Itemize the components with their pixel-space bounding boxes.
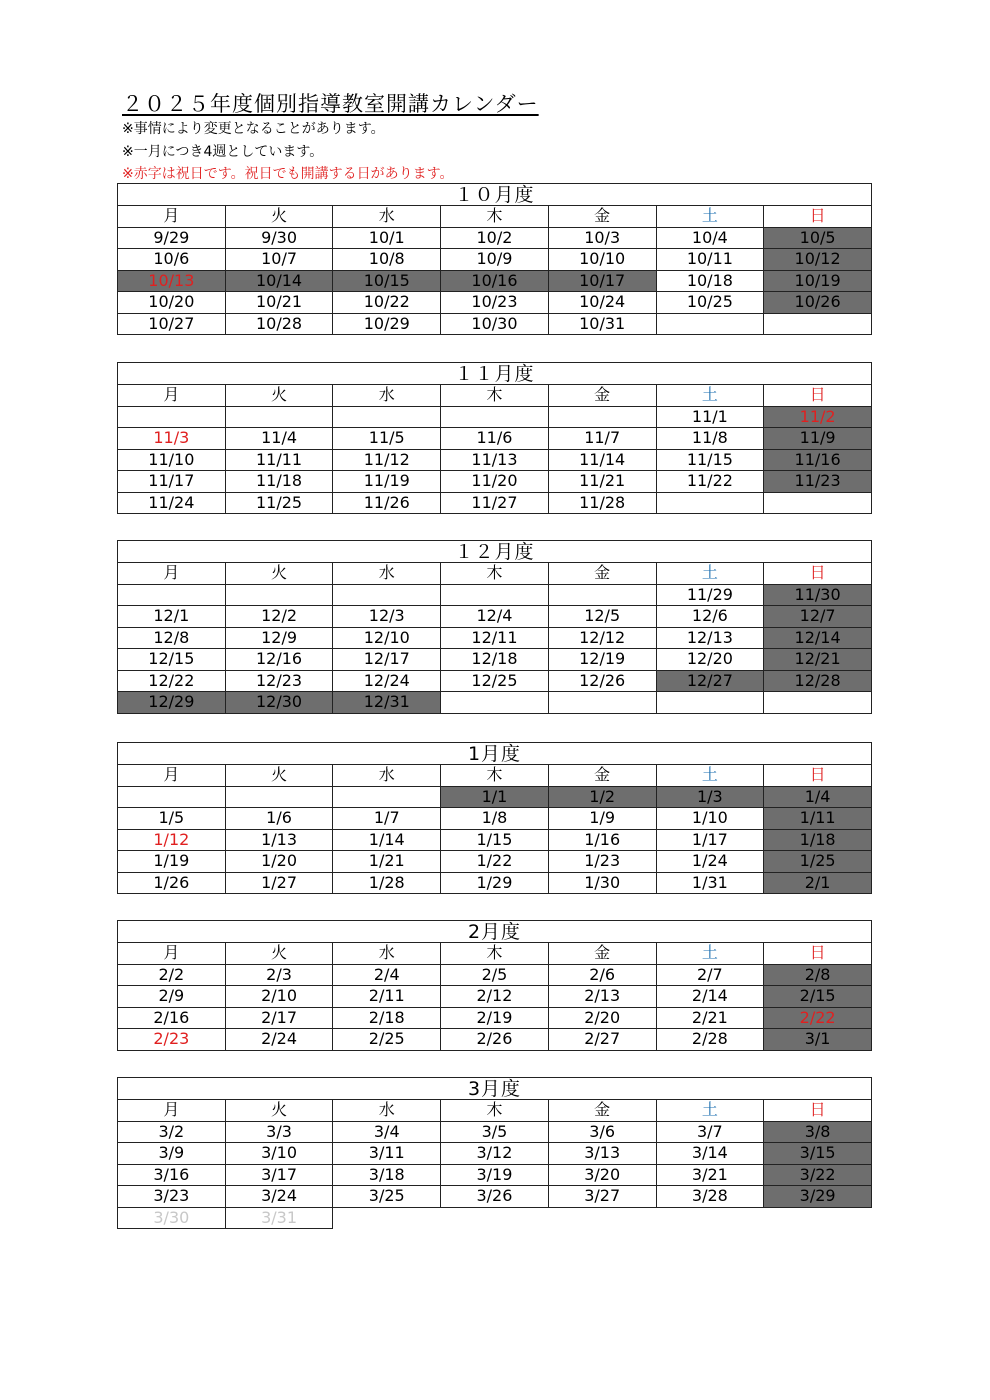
week-row — [118, 471, 872, 493]
date-cell: 2/16 — [118, 1007, 226, 1029]
date-cell: 1/11 — [764, 808, 872, 830]
date-cell: 1/13 — [225, 829, 333, 851]
date-cell: 10/5 — [764, 227, 872, 249]
empty-cell — [764, 313, 872, 335]
empty-cell — [225, 584, 333, 606]
date-cell: 2/17 — [225, 1007, 333, 1029]
date-cell: 1/14 — [333, 829, 441, 851]
date-cell: 12/28 — [764, 670, 872, 692]
date-cell: 12/17 — [333, 649, 441, 671]
date-cell: 11/24 — [118, 492, 226, 514]
weekday-header: 月 — [118, 1100, 226, 1122]
date-cell: 3/7 — [656, 1121, 764, 1143]
weekday-header: 木 — [441, 943, 549, 965]
date-cell: 11/16 — [764, 449, 872, 471]
weekday-header: 土 — [656, 385, 764, 407]
date-cell: 11/18 — [225, 471, 333, 493]
date-cell: 10/4 — [656, 227, 764, 249]
date-cell: 2/26 — [441, 1029, 549, 1051]
date-cell: 12/31 — [333, 692, 441, 714]
no-cell — [764, 1207, 872, 1229]
date-cell: 3/16 — [118, 1164, 226, 1186]
date-cell: 11/20 — [441, 471, 549, 493]
date-cell: 2/4 — [333, 964, 441, 986]
date-cell: 12/7 — [764, 606, 872, 628]
date-cell: 1/30 — [548, 872, 656, 894]
date-cell: 12/14 — [764, 627, 872, 649]
month-table — [117, 920, 872, 1051]
date-cell: 1/7 — [333, 808, 441, 830]
date-cell: 11/13 — [441, 449, 549, 471]
date-cell: 2/2 — [118, 964, 226, 986]
date-cell: 10/24 — [548, 292, 656, 314]
date-cell: 2/8 — [764, 964, 872, 986]
empty-cell — [441, 584, 549, 606]
weekday-header: 火 — [225, 206, 333, 228]
date-cell: 11/3 — [118, 428, 226, 450]
empty-cell — [441, 406, 549, 428]
date-cell: 10/26 — [764, 292, 872, 314]
date-cell: 1/3 — [656, 786, 764, 808]
date-cell: 12/30 — [225, 692, 333, 714]
date-cell: 1/16 — [548, 829, 656, 851]
empty-cell — [441, 692, 549, 714]
empty-cell — [333, 584, 441, 606]
date-cell: 11/21 — [548, 471, 656, 493]
date-cell: 9/29 — [118, 227, 226, 249]
weekday-header: 火 — [225, 943, 333, 965]
no-cell — [333, 1207, 441, 1229]
weekday-header: 日 — [764, 1100, 872, 1122]
date-cell: 1/12 — [118, 829, 226, 851]
date-cell: 10/31 — [548, 313, 656, 335]
weekday-header: 火 — [225, 1100, 333, 1122]
date-cell: 3/31 — [225, 1207, 333, 1229]
date-cell: 1/10 — [656, 808, 764, 830]
date-cell: 3/19 — [441, 1164, 549, 1186]
empty-cell — [764, 692, 872, 714]
date-cell: 2/18 — [333, 1007, 441, 1029]
date-cell: 2/28 — [656, 1029, 764, 1051]
date-cell: 10/21 — [225, 292, 333, 314]
date-cell: 3/20 — [548, 1164, 656, 1186]
date-cell: 12/4 — [441, 606, 549, 628]
date-cell: 11/28 — [548, 492, 656, 514]
date-cell: 12/3 — [333, 606, 441, 628]
empty-cell — [656, 692, 764, 714]
date-cell: 2/14 — [656, 986, 764, 1008]
week-row — [118, 1164, 872, 1186]
week-row — [118, 1029, 872, 1051]
date-cell: 3/29 — [764, 1186, 872, 1208]
date-cell: 3/30 — [118, 1207, 226, 1229]
weekday-header: 木 — [441, 765, 549, 787]
weekday-header: 水 — [333, 385, 441, 407]
date-cell: 11/29 — [656, 584, 764, 606]
weekday-header: 土 — [656, 943, 764, 965]
date-cell: 10/22 — [333, 292, 441, 314]
date-cell: 10/17 — [548, 270, 656, 292]
date-cell: 3/14 — [656, 1143, 764, 1165]
weekday-header: 月 — [118, 206, 226, 228]
date-cell: 11/1 — [656, 406, 764, 428]
date-cell: 1/9 — [548, 808, 656, 830]
month-table — [117, 1077, 872, 1229]
date-cell: 10/1 — [333, 227, 441, 249]
weekday-header: 木 — [441, 206, 549, 228]
date-cell: 1/27 — [225, 872, 333, 894]
date-cell: 3/13 — [548, 1143, 656, 1165]
date-cell: 11/17 — [118, 471, 226, 493]
date-cell: 12/18 — [441, 649, 549, 671]
date-cell: 2/27 — [548, 1029, 656, 1051]
date-cell: 10/18 — [656, 270, 764, 292]
date-cell: 3/10 — [225, 1143, 333, 1165]
week-row — [118, 227, 872, 249]
week-row — [118, 1007, 872, 1029]
date-cell: 10/20 — [118, 292, 226, 314]
date-cell: 12/11 — [441, 627, 549, 649]
date-cell: 1/2 — [548, 786, 656, 808]
date-cell: 10/15 — [333, 270, 441, 292]
date-cell: 2/11 — [333, 986, 441, 1008]
date-cell: 12/9 — [225, 627, 333, 649]
date-cell: 12/5 — [548, 606, 656, 628]
note-four-weeks: ※一月につき4週としています。 — [122, 144, 324, 160]
weekday-header: 水 — [333, 1100, 441, 1122]
date-cell: 12/12 — [548, 627, 656, 649]
date-cell: 2/10 — [225, 986, 333, 1008]
weekday-header: 土 — [656, 1100, 764, 1122]
date-cell: 2/19 — [441, 1007, 549, 1029]
month-table — [117, 540, 872, 714]
week-row — [118, 692, 872, 714]
empty-cell — [548, 692, 656, 714]
date-cell: 1/22 — [441, 851, 549, 873]
week-row — [118, 292, 872, 314]
date-cell: 1/28 — [333, 872, 441, 894]
date-cell: 3/24 — [225, 1186, 333, 1208]
month-table — [117, 183, 872, 335]
note-holidays-red: ※赤字は祝日です。祝日でも開講する日があります。 — [122, 166, 454, 182]
date-cell: 2/12 — [441, 986, 549, 1008]
week-row — [118, 808, 872, 830]
empty-cell — [118, 786, 226, 808]
empty-cell — [333, 786, 441, 808]
week-row — [118, 406, 872, 428]
no-cell — [656, 1207, 764, 1229]
date-cell: 2/7 — [656, 964, 764, 986]
date-cell: 12/27 — [656, 670, 764, 692]
empty-cell — [764, 492, 872, 514]
month-title: 3月度 — [118, 1078, 872, 1100]
week-row — [118, 249, 872, 271]
weekday-header: 木 — [441, 563, 549, 585]
date-cell: 11/2 — [764, 406, 872, 428]
date-cell: 3/27 — [548, 1186, 656, 1208]
date-cell: 12/10 — [333, 627, 441, 649]
date-cell: 10/29 — [333, 313, 441, 335]
week-row — [118, 829, 872, 851]
weekday-header: 金 — [548, 206, 656, 228]
date-cell: 10/25 — [656, 292, 764, 314]
date-cell: 12/8 — [118, 627, 226, 649]
empty-cell — [225, 786, 333, 808]
date-cell: 11/10 — [118, 449, 226, 471]
date-cell: 10/2 — [441, 227, 549, 249]
date-cell: 2/1 — [764, 872, 872, 894]
date-cell: 2/9 — [118, 986, 226, 1008]
date-cell: 3/2 — [118, 1121, 226, 1143]
weekday-header: 日 — [764, 385, 872, 407]
week-row — [118, 627, 872, 649]
date-cell: 1/25 — [764, 851, 872, 873]
weekday-header: 金 — [548, 385, 656, 407]
week-row — [118, 872, 872, 894]
date-cell: 3/3 — [225, 1121, 333, 1143]
month-title: １０月度 — [118, 184, 872, 206]
date-cell: 10/16 — [441, 270, 549, 292]
date-cell: 10/7 — [225, 249, 333, 271]
date-cell: 1/20 — [225, 851, 333, 873]
weekday-header: 火 — [225, 563, 333, 585]
date-cell: 10/12 — [764, 249, 872, 271]
no-cell — [548, 1207, 656, 1229]
date-cell: 1/6 — [225, 808, 333, 830]
date-cell: 1/23 — [548, 851, 656, 873]
date-cell: 11/27 — [441, 492, 549, 514]
week-row — [118, 428, 872, 450]
date-cell: 1/5 — [118, 808, 226, 830]
date-cell: 10/9 — [441, 249, 549, 271]
date-cell: 2/23 — [118, 1029, 226, 1051]
weekday-header: 水 — [333, 563, 441, 585]
date-cell: 3/5 — [441, 1121, 549, 1143]
date-cell: 1/4 — [764, 786, 872, 808]
no-cell — [441, 1207, 549, 1229]
date-cell: 12/19 — [548, 649, 656, 671]
date-cell: 1/24 — [656, 851, 764, 873]
date-cell: 12/29 — [118, 692, 226, 714]
weekday-header: 月 — [118, 385, 226, 407]
date-cell: 2/15 — [764, 986, 872, 1008]
week-row — [118, 964, 872, 986]
date-cell: 10/30 — [441, 313, 549, 335]
weekday-header: 金 — [548, 765, 656, 787]
date-cell: 11/26 — [333, 492, 441, 514]
week-row — [118, 649, 872, 671]
date-cell: 1/26 — [118, 872, 226, 894]
date-cell: 11/19 — [333, 471, 441, 493]
weekday-header: 木 — [441, 1100, 549, 1122]
empty-cell — [548, 584, 656, 606]
date-cell: 11/7 — [548, 428, 656, 450]
weekday-header: 火 — [225, 765, 333, 787]
date-cell: 1/19 — [118, 851, 226, 873]
weekday-header: 金 — [548, 943, 656, 965]
weekday-header: 日 — [764, 206, 872, 228]
date-cell: 12/16 — [225, 649, 333, 671]
weekday-header: 土 — [656, 206, 764, 228]
date-cell: 11/30 — [764, 584, 872, 606]
week-row — [118, 1143, 872, 1165]
weekday-header: 金 — [548, 1100, 656, 1122]
weekday-header: 月 — [118, 765, 226, 787]
date-cell: 1/29 — [441, 872, 549, 894]
date-cell: 12/25 — [441, 670, 549, 692]
date-cell: 12/20 — [656, 649, 764, 671]
week-row — [118, 449, 872, 471]
week-row — [118, 492, 872, 514]
empty-cell — [656, 492, 764, 514]
date-cell: 1/17 — [656, 829, 764, 851]
date-cell: 3/23 — [118, 1186, 226, 1208]
date-cell: 1/8 — [441, 808, 549, 830]
date-cell: 10/8 — [333, 249, 441, 271]
date-cell: 3/9 — [118, 1143, 226, 1165]
week-row — [118, 313, 872, 335]
date-cell: 12/24 — [333, 670, 441, 692]
empty-cell — [118, 584, 226, 606]
date-cell: 12/22 — [118, 670, 226, 692]
date-cell: 3/6 — [548, 1121, 656, 1143]
week-row — [118, 786, 872, 808]
weekday-header: 月 — [118, 563, 226, 585]
date-cell: 10/23 — [441, 292, 549, 314]
week-row — [118, 851, 872, 873]
date-cell: 3/18 — [333, 1164, 441, 1186]
week-row — [118, 270, 872, 292]
date-cell: 12/6 — [656, 606, 764, 628]
date-cell: 11/6 — [441, 428, 549, 450]
date-cell: 12/15 — [118, 649, 226, 671]
month-title: 1月度 — [118, 743, 872, 765]
date-cell: 10/6 — [118, 249, 226, 271]
date-cell: 3/28 — [656, 1186, 764, 1208]
date-cell: 1/1 — [441, 786, 549, 808]
date-cell: 3/11 — [333, 1143, 441, 1165]
week-row — [118, 606, 872, 628]
date-cell: 10/13 — [118, 270, 226, 292]
date-cell: 11/23 — [764, 471, 872, 493]
date-cell: 11/12 — [333, 449, 441, 471]
date-cell: 3/25 — [333, 1186, 441, 1208]
date-cell: 12/1 — [118, 606, 226, 628]
date-cell: 10/19 — [764, 270, 872, 292]
month-table — [117, 742, 872, 894]
date-cell: 3/4 — [333, 1121, 441, 1143]
date-cell: 12/23 — [225, 670, 333, 692]
date-cell: 3/12 — [441, 1143, 549, 1165]
date-cell: 2/5 — [441, 964, 549, 986]
weekday-header: 水 — [333, 206, 441, 228]
date-cell: 3/22 — [764, 1164, 872, 1186]
date-cell: 11/15 — [656, 449, 764, 471]
week-row — [118, 584, 872, 606]
date-cell: 12/2 — [225, 606, 333, 628]
calendar-title: ２０２５年度個別指導教室開講カレンダー — [122, 92, 539, 116]
date-cell: 3/17 — [225, 1164, 333, 1186]
week-row — [118, 670, 872, 692]
date-cell: 1/15 — [441, 829, 549, 851]
empty-cell — [118, 406, 226, 428]
empty-cell — [225, 406, 333, 428]
date-cell: 10/11 — [656, 249, 764, 271]
empty-cell — [333, 406, 441, 428]
note-change-notice: ※事情により変更となることがあります。 — [122, 121, 385, 137]
date-cell: 3/26 — [441, 1186, 549, 1208]
date-cell: 12/26 — [548, 670, 656, 692]
weekday-header: 土 — [656, 563, 764, 585]
weekday-header: 月 — [118, 943, 226, 965]
weekday-header: 水 — [333, 943, 441, 965]
month-title: 2月度 — [118, 921, 872, 943]
date-cell: 2/22 — [764, 1007, 872, 1029]
date-cell: 10/27 — [118, 313, 226, 335]
date-cell: 3/8 — [764, 1121, 872, 1143]
date-cell: 11/11 — [225, 449, 333, 471]
date-cell: 2/13 — [548, 986, 656, 1008]
date-cell: 11/14 — [548, 449, 656, 471]
week-row — [118, 1186, 872, 1208]
weekday-header: 土 — [656, 765, 764, 787]
date-cell: 2/24 — [225, 1029, 333, 1051]
date-cell: 3/1 — [764, 1029, 872, 1051]
date-cell: 11/25 — [225, 492, 333, 514]
month-table — [117, 362, 872, 514]
weekday-header: 日 — [764, 765, 872, 787]
month-title: １２月度 — [118, 541, 872, 563]
week-row — [118, 986, 872, 1008]
date-cell: 10/14 — [225, 270, 333, 292]
week-row — [118, 1207, 872, 1229]
empty-cell — [656, 313, 764, 335]
weekday-header: 水 — [333, 765, 441, 787]
date-cell: 11/22 — [656, 471, 764, 493]
weekday-header: 金 — [548, 563, 656, 585]
date-cell: 1/31 — [656, 872, 764, 894]
date-cell: 3/21 — [656, 1164, 764, 1186]
date-cell: 1/18 — [764, 829, 872, 851]
week-row — [118, 1121, 872, 1143]
weekday-header: 木 — [441, 385, 549, 407]
date-cell: 2/3 — [225, 964, 333, 986]
date-cell: 3/15 — [764, 1143, 872, 1165]
weekday-header: 火 — [225, 385, 333, 407]
month-title: １１月度 — [118, 363, 872, 385]
date-cell: 12/13 — [656, 627, 764, 649]
date-cell: 12/21 — [764, 649, 872, 671]
weekday-header: 日 — [764, 943, 872, 965]
date-cell: 10/28 — [225, 313, 333, 335]
date-cell: 2/21 — [656, 1007, 764, 1029]
weekday-header: 日 — [764, 563, 872, 585]
date-cell: 2/20 — [548, 1007, 656, 1029]
date-cell: 11/4 — [225, 428, 333, 450]
date-cell: 1/21 — [333, 851, 441, 873]
date-cell: 10/10 — [548, 249, 656, 271]
date-cell: 2/6 — [548, 964, 656, 986]
date-cell: 11/9 — [764, 428, 872, 450]
date-cell: 9/30 — [225, 227, 333, 249]
date-cell: 2/25 — [333, 1029, 441, 1051]
date-cell: 10/3 — [548, 227, 656, 249]
date-cell: 11/5 — [333, 428, 441, 450]
date-cell: 11/8 — [656, 428, 764, 450]
empty-cell — [548, 406, 656, 428]
